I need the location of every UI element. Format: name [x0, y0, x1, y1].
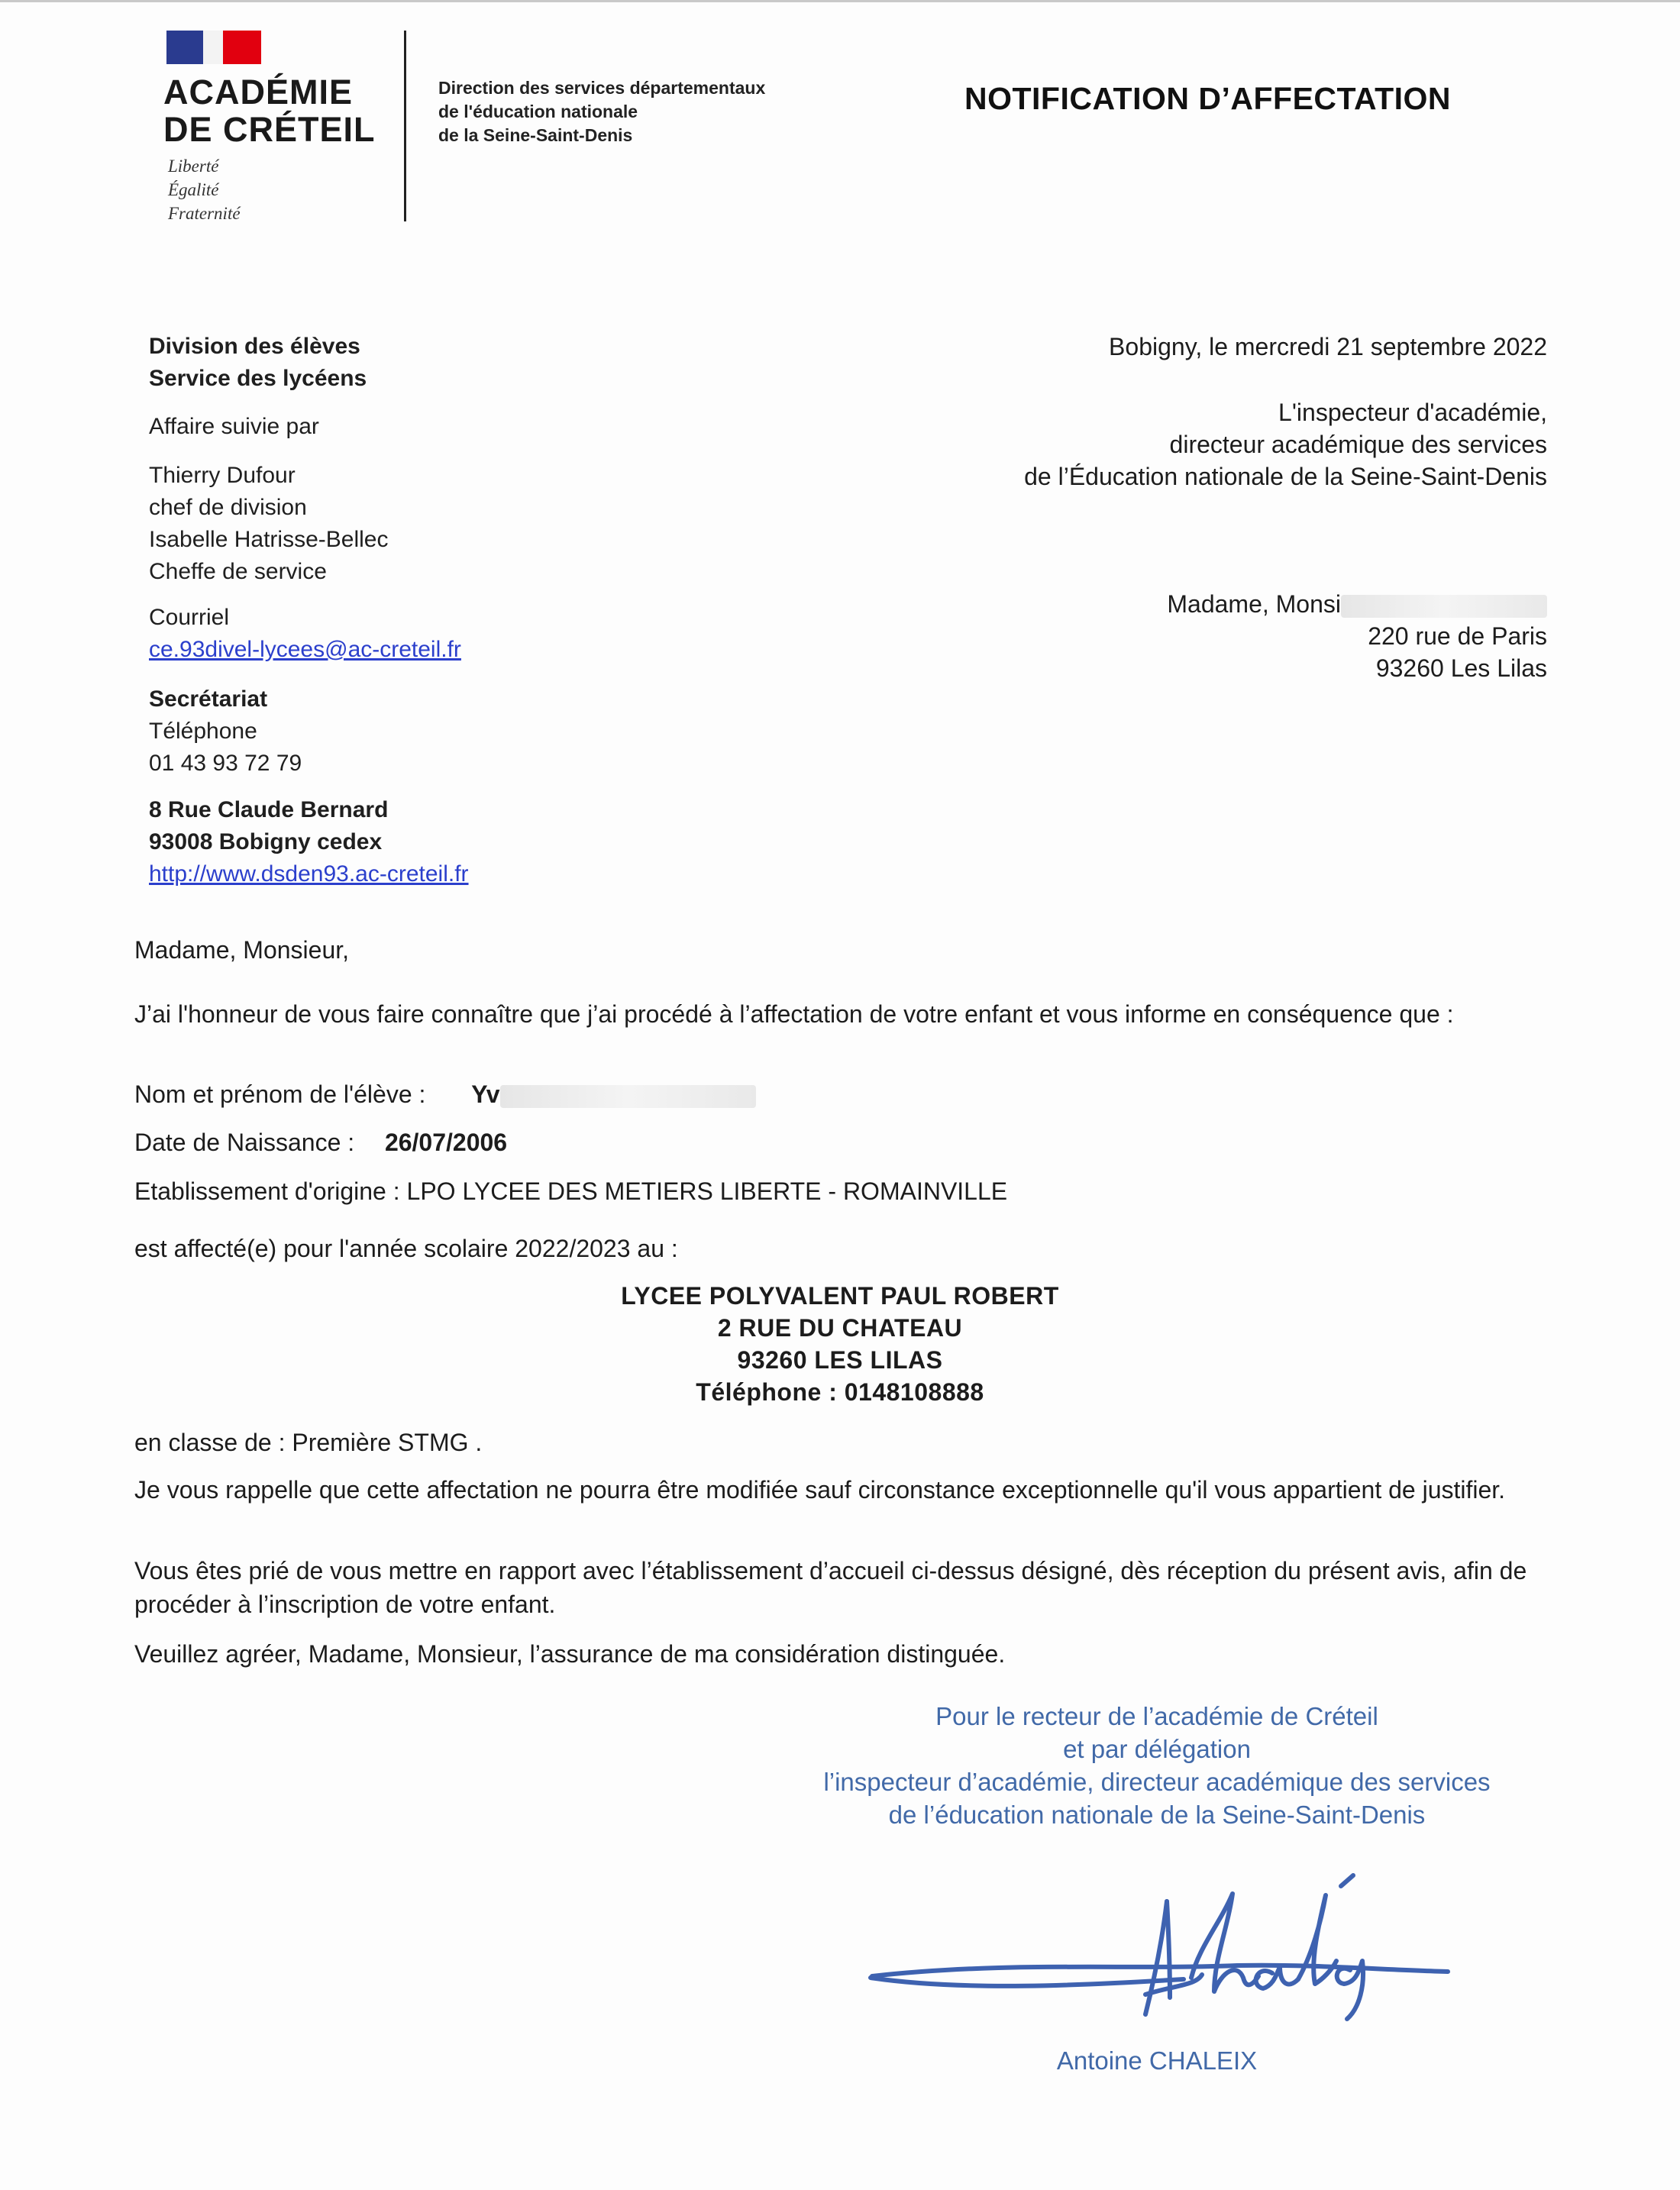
school-street: 2 RUE DU CHATEAU: [717, 1314, 963, 1342]
address-block: [149, 794, 469, 890]
signature-delegation-block: [0, 1700, 1680, 1831]
recipient-street: 220 rue de Paris: [1368, 622, 1547, 650]
dob-label: Date de Naissance :: [134, 1129, 355, 1156]
service-name: Service des lycéens: [149, 366, 367, 391]
signature-line3: l’inspecteur d’académie, directeur académique des services: [823, 1768, 1491, 1796]
date-line: Bobigny, le mercredi 21 septembre 2022: [1109, 333, 1547, 360]
address-line1: 8 Rue Claude Bernard: [149, 797, 389, 822]
student-name-visible: Yv: [471, 1080, 500, 1108]
school-name: LYCEE POLYVALENT PAUL ROBERT: [621, 1282, 1059, 1310]
email-link[interactable]: ce.93divel-lycees@ac-creteil.fr: [149, 637, 461, 662]
assigned-line: est affecté(e) pour l'année scolaire 2022/2023 au :: [134, 1235, 678, 1262]
secretariat-label: Secrétariat: [149, 686, 268, 712]
signature-line4: de l’éducation nationale de la Seine-Saint-Denis: [888, 1801, 1426, 1829]
signatory-name: Antoine CHALEIX: [1056, 2046, 1258, 2075]
marianne-flag-logo: [166, 31, 261, 64]
secretariat-block: [149, 683, 302, 780]
person2-role: Cheffe de service: [149, 559, 327, 584]
website-link[interactable]: http://www.dsden93.ac-creteil.fr: [149, 861, 469, 887]
school-city: 93260 LES LILAS: [737, 1346, 943, 1374]
signature-line1: Pour le recteur de l’académie de Créteil: [935, 1702, 1378, 1730]
phone-number: 01 43 93 72 79: [149, 751, 302, 776]
recipient-name-line: [1167, 588, 1547, 620]
recipient-city: 93260 Les Lilas: [1375, 654, 1547, 682]
division-name: Division des élèves: [149, 334, 360, 359]
sender-block: [1024, 396, 1547, 493]
motto-liberte: Liberté: [168, 157, 219, 176]
dob-value: 26/07/2006: [384, 1129, 508, 1156]
signature-line2: et par délégation: [1063, 1735, 1251, 1763]
recipient-prefix: Madame, Monsi: [1167, 590, 1341, 618]
origin-label: Etablissement d'origine :: [134, 1177, 400, 1205]
page-top-border: [0, 0, 1680, 2]
student-name-row: [134, 1077, 756, 1111]
sender-line3: de l’Éducation nationale de la Seine-Saint-Denis: [1024, 463, 1547, 490]
origin-row: [134, 1174, 1007, 1208]
telephone-label: Téléphone: [149, 719, 257, 744]
person1-name: Thierry Dufour: [149, 463, 296, 488]
reminder-paragraph: Je vous rappelle que cette affectation ne pourra être modifiée sauf circonstance exceptionnelle qu'il vous appartient de justifier.: [134, 1476, 1506, 1504]
person1-role: chef de division: [149, 495, 307, 520]
class-line: en classe de : Première STMG .: [134, 1429, 483, 1456]
dob-row: [134, 1126, 507, 1159]
courriel-block: [149, 602, 461, 666]
origin-value: LPO LYCEE DES METIERS LIBERTE - ROMAINVILLE: [406, 1177, 1008, 1205]
courriel-label: Courriel: [149, 605, 230, 630]
academy-name-line1: ACADÉMIE: [163, 73, 354, 111]
academy-name-line2: DE CRÉTEIL: [163, 110, 376, 149]
sidebar-division: [149, 331, 367, 395]
closing-line: Veuillez agréer, Madame, Monsieur, l’assurance de ma considération distinguée.: [134, 1640, 1006, 1668]
document-title: NOTIFICATION D’AFFECTATION: [964, 81, 1452, 116]
contact-paragraph: Vous êtes prié de vous mettre en rapport avec l’établissement d’accueil ci-dessus désigné, dès réception du présent avis, afin de procéder à l’inscription de votre enfant.: [134, 1557, 1527, 1618]
dsden-block: [438, 76, 765, 147]
recipient-block: [1167, 588, 1547, 684]
intro-paragraph: J’ai l'honneur de vous faire connaître que j’ai procédé à l’affectation de votre enfant et vous informe en conséquence que :: [134, 1000, 1454, 1028]
salutation: Madame, Monsieur,: [134, 936, 350, 964]
motto-fraternite: Fraternité: [168, 204, 241, 223]
sender-line1: L'inspecteur d'académie,: [1278, 399, 1547, 426]
header-divider: [404, 31, 406, 221]
student-name-label: Nom et prénom de l'élève :: [134, 1080, 426, 1108]
handwritten-signature: [855, 1863, 1466, 2024]
person2-name: Isabelle Hatrisse-Bellec: [149, 527, 389, 552]
redacted-recipient-name: [1341, 595, 1547, 618]
republic-motto: [168, 154, 241, 225]
contacts-block: [149, 460, 388, 588]
dsden-line1: Direction des services départementaux: [438, 78, 766, 98]
affaire-label: Affaire suivie par: [149, 414, 319, 439]
school-phone: Téléphone : 0148108888: [696, 1378, 984, 1406]
address-line2: 93008 Bobigny cedex: [149, 829, 383, 854]
dsden-line2: de l'éducation nationale: [438, 102, 638, 121]
academy-name: [163, 73, 376, 148]
sender-line2: directeur académique des services: [1169, 431, 1547, 458]
redacted-student-name: [500, 1085, 756, 1108]
dsden-line3: de la Seine-Saint-Denis: [438, 125, 633, 145]
motto-egalite: Égalité: [168, 180, 219, 199]
